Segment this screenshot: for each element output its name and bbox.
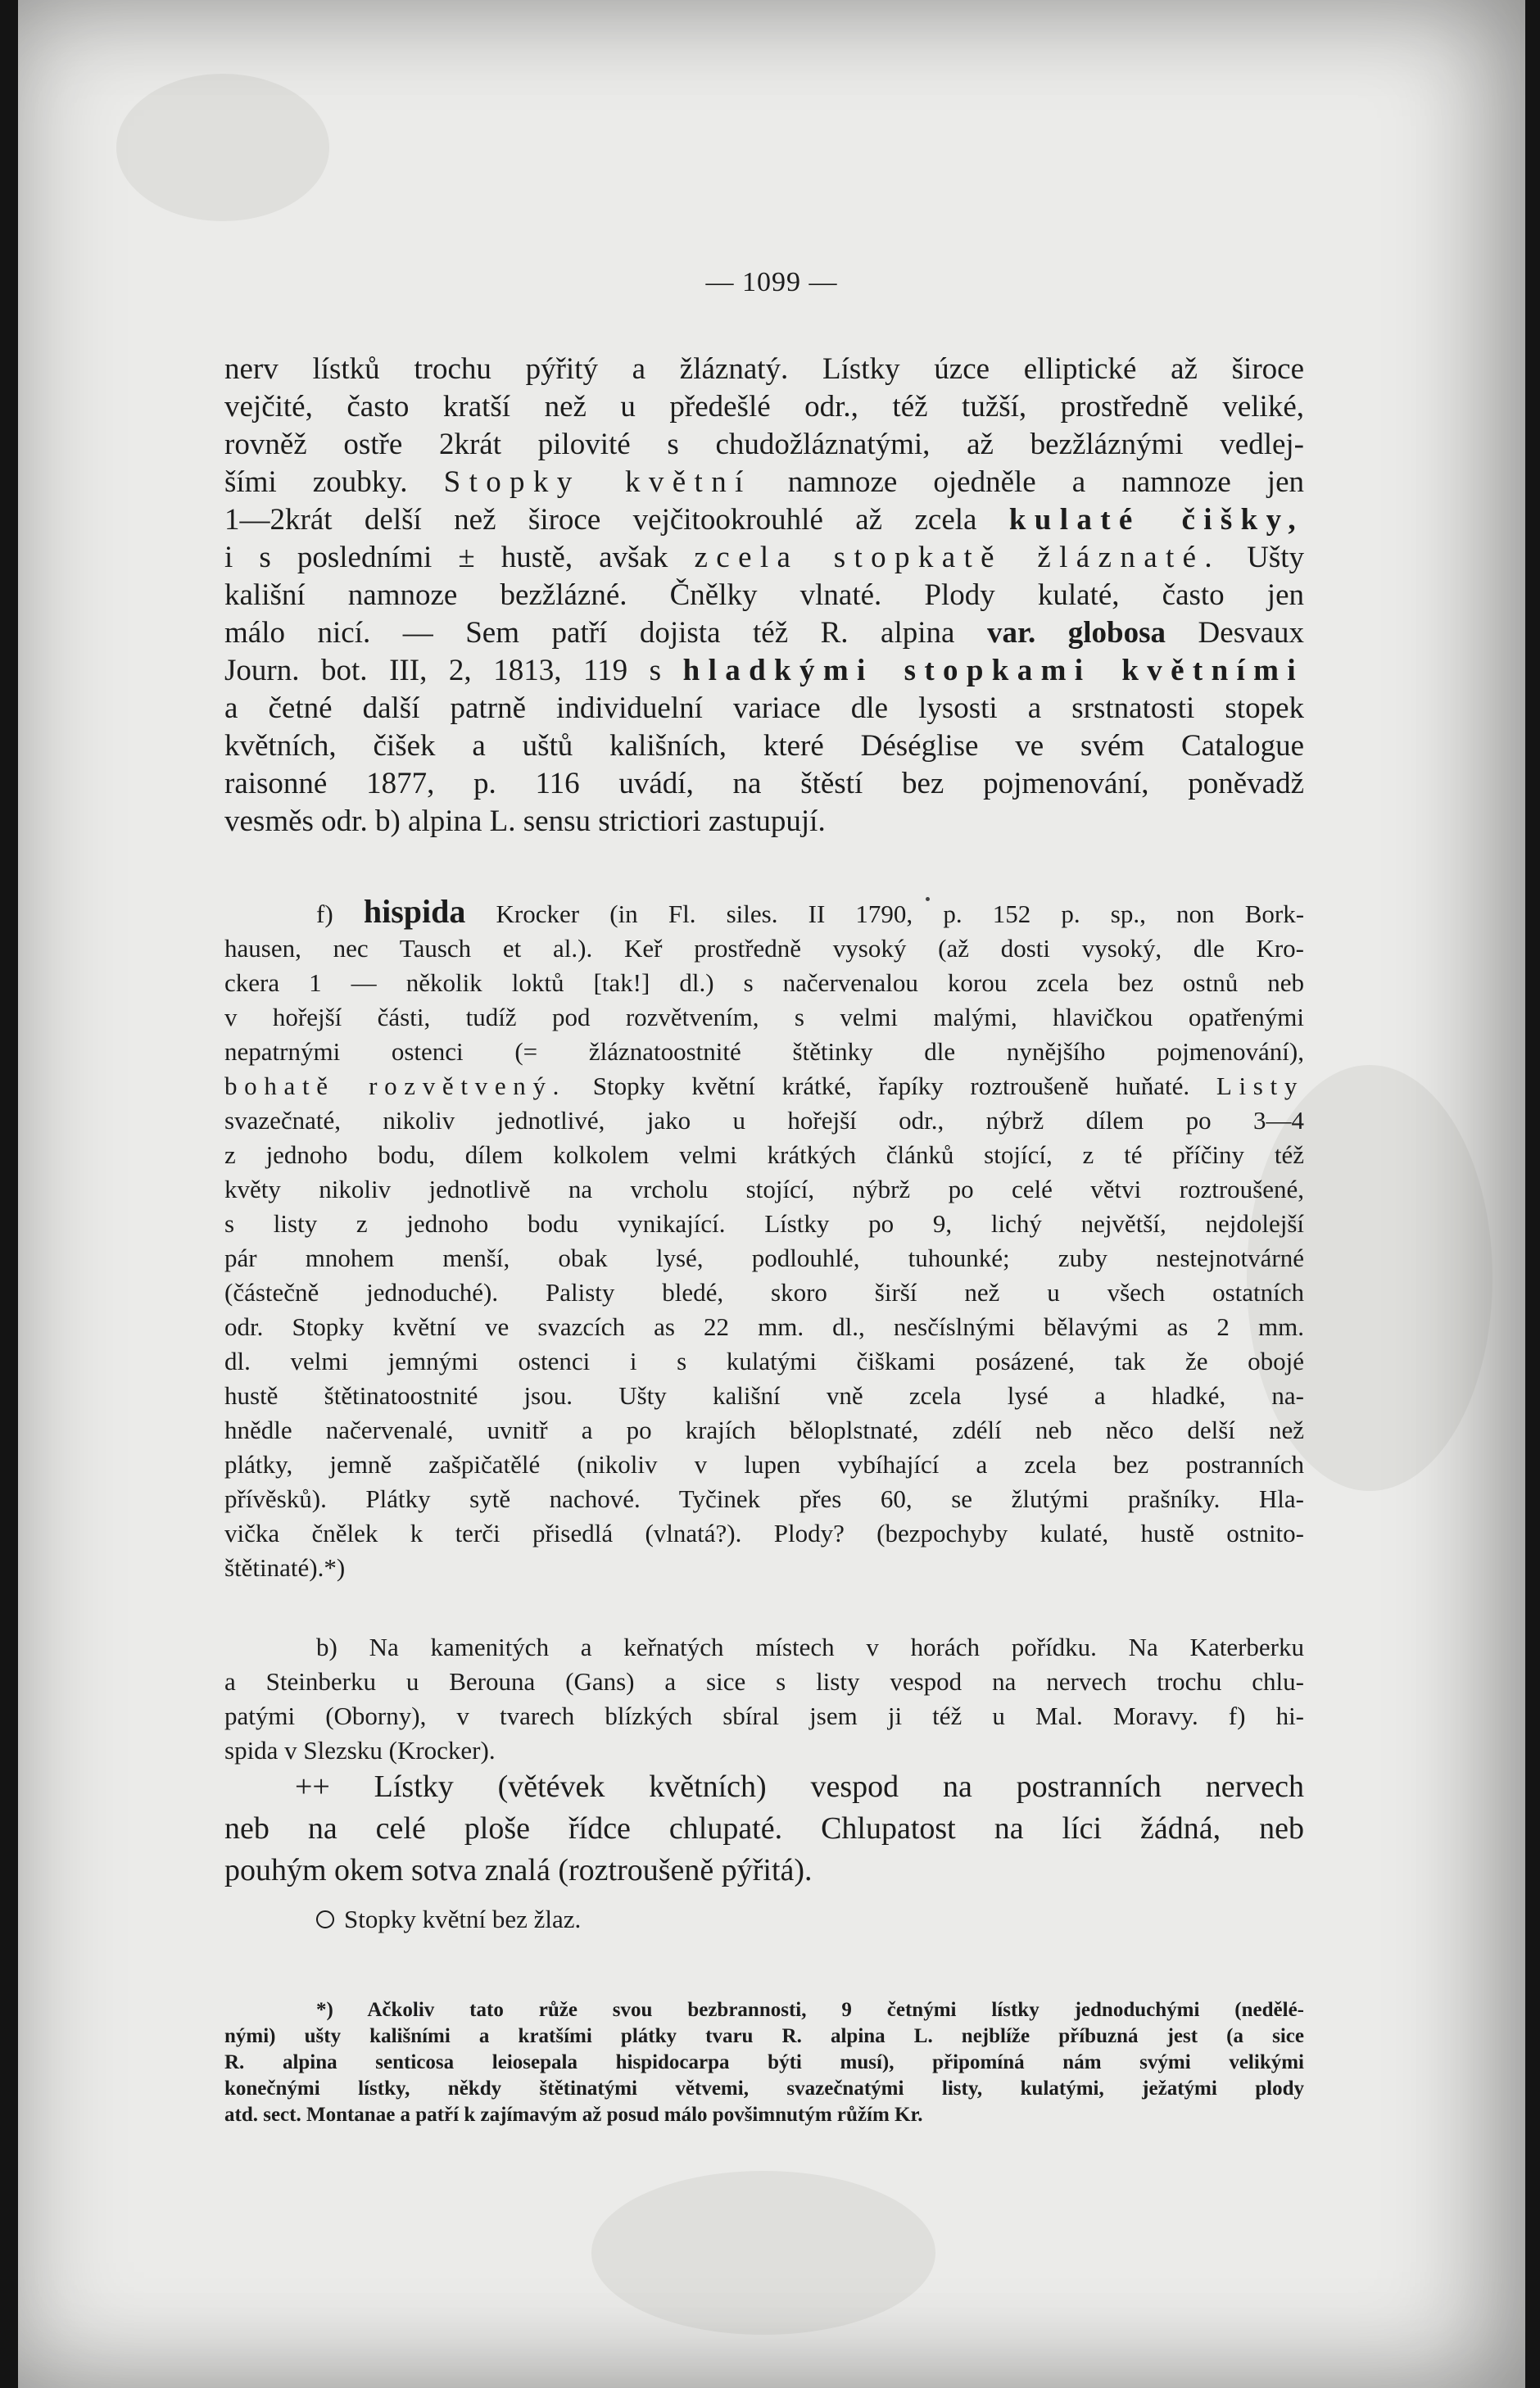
text-line: neb na celé ploše řídce chlupaté. Chlupatost na líci žádná, neb [224,1811,1304,1846]
paper-stain [591,2171,935,2335]
text-line [224,539,1304,577]
text-line: vička čnělek k terči přisedlá (vlnatá?). Plody? (bezpochyby kulaté, hustě ostnito- [224,1519,1304,1547]
spaced-term: hladkými stopkami květními [682,654,1305,687]
text-line [224,1069,1304,1103]
text-line: spida v Slezsku (Krocker). [224,1736,496,1765]
text-line: květních, čišek a uštů kališních, které Déséglise ve svém Catalogue [224,729,1304,763]
variety-name: var. globosa [986,616,1166,650]
text-line [224,501,1304,539]
spaced-term: zcela stopkatě žláznaté. [694,541,1221,574]
text-line: květy nikoliv jednotlivě na vrcholu stojící, nýbrž po celé větvi roztroušené, [224,1175,1304,1203]
text-line: b) Na kamenitých a keřnatých místech v horách pořídku. Na Katerberku [316,1633,1304,1661]
item-label: f) [316,899,333,928]
footnote [224,1997,1304,2128]
scanned-page [18,0,1525,2388]
text-line: atd. sect. Montanae a patří k zajímavým až posud málo povšimnutým růžím Kr. [224,2104,923,2126]
text-span: málo nicí. — Sem patří dojista též R. alpina [224,616,955,650]
text-line: *) Ačkoliv tato růže svou bezbrannosti, 9 četnými lístky jednoduchými (nedělé- [316,1999,1304,2021]
text-line: nepatrnými ostenci (= žláznatoostnité štětinky dle nynějšího pojmenování), [224,1037,1304,1066]
taxon-name: hispida [363,893,466,930]
spaced-term: Listy [1216,1072,1305,1100]
text-line: (částečně jednoduché). Palisty bledé, skoro širší než u všech ostatních [224,1278,1304,1307]
text-line: hustě štětinatoostnité jsou. Ušty kališní vně zcela lysé a hladké, na- [224,1381,1304,1410]
page-number: — 1099 — [705,267,838,297]
text-line: pár mnohem menší, obak lysé, podlouhlé, tuhounké; zuby nestejnotvárné [224,1244,1304,1272]
text-line: a četné další patrně individuelní variace dle lysosti a srstnatosti stopek [224,691,1304,725]
main-paragraph [224,351,1304,841]
text-line [224,464,1304,501]
text-line: hausen, nec Tausch et al.). Keř prostředně vysoký (až dosti vysoký, dle Kro- [224,934,1304,963]
text-line [224,614,1304,652]
text-span: Krocker (in Fl. siles. II 1790, p. 152 p. sp., non Bork- [496,899,1305,928]
text-span: Stopky květní bez žlaz. [344,1905,582,1933]
text-line: patými (Oborny), v tvarech blízkých sbíral jsem ji též u Mal. Moravy. f) hi- [224,1702,1304,1730]
text-line: rovněž ostře 2krát pilovité s chudožláznatými, až bezžláznými vedlej- [224,428,1304,461]
text-line: v hořejší části, tudíž pod rozvětvením, s velmi malými, hlavičkou opatřenými [224,1003,1304,1031]
distribution-paragraph [224,1630,1304,1768]
spaced-term: kulaté čišky, [1008,503,1304,537]
text-line: nerv lístků trochu pýřitý a žláznatý. Lístky úzce elliptické až široce [224,352,1304,386]
text-span: Stopky květní krátké, řapíky roztroušeně huňaté. [592,1072,1190,1100]
text-line: odr. Stopky květní ve svazcích as 22 mm. dl., nesčíslnými bělavými as 2 mm. [224,1312,1304,1341]
text-line: vejčité, často kratší než u předešlé odr., též tužší, prostředně veliké, [224,390,1304,424]
text-line: raisonné 1877, p. 116 uvádí, na štěstí bez pojmenování, poněvadž [224,767,1304,800]
circle-icon [316,1910,334,1928]
text-line: ckera 1 — několik loktů [tak!] dl.) s načervenalou korou zcela bez ostnů neb [224,968,1304,997]
text-line: konečnými lístky, někdy štětinatými větvemi, svazečnatými listy, kulatými, ježatými plody [224,2078,1304,2100]
text-line: plátky, jemně zašpičatělé (nikoliv v lupen vybíhající a zcela bez postranních [224,1450,1304,1479]
text-line: štětinaté).*) [224,1553,346,1582]
text-line: kališní namnoze bezžlázné. Čnělky vlnaté. Plody kulaté, často jen [224,578,1304,612]
text-line [224,895,1304,931]
text-line: ++ Lístky (větévek květních) vespod na postranních nervech [295,1769,1304,1804]
text-span: Journ. bot. III, 2, 1813, 119 s [224,654,662,687]
text-span: i s posledními ± hustě, avšak [224,541,668,574]
text-span: namnoze ojedněle a namnoze jen [787,465,1305,499]
text-span: Desvaux [1198,616,1305,650]
text-line: svazečnaté, nikoliv jednotlivé, jako u hořejší odr., nýbrž dílem po 3—4 [224,1106,1304,1135]
text-line: R. alpina senticosa leiosepala hispidocarpa býti musí), připomíná nám svými velikými [224,2051,1304,2073]
text-line [224,1902,1304,1937]
text-line: pouhým okem sotva znalá (roztroušeně pýřitá). [224,1853,813,1887]
text-line: hnědle načervenalé, uvnitř a po krajích běloplstnaté, zdélí neb něco delší než [224,1416,1304,1444]
paper-stain [116,74,329,221]
spaced-term: Stopky květní [443,465,752,499]
text-line: z jednoho bodu, dílem kolkolem velmi krátkých článků stojící, z té příčiny též [224,1140,1304,1169]
text-line: a Steinberku u Berouna (Gans) a sice s listy vespod na nervech trochu chlu- [224,1667,1304,1696]
text-line [224,652,1304,690]
text-line: dl. velmi jemnými ostenci i s kulatými čiškami posázené, tak že obojé [224,1347,1304,1375]
hispida-paragraph [224,895,1304,1585]
text-line: nými) ušty kališními a kratšími plátky tvaru R. alpina L. nejblíže příbuzná jest (a sice [224,2025,1304,2047]
spaced-term: bohatě rozvětvený. [224,1072,567,1100]
text-span: 1—2krát delší než široce vejčitookrouhlé až zcela [224,503,977,537]
key-paragraph [224,1766,1304,1892]
text-line: s listy z jednoho bodu vynikající. Lístky po 9, lichý největší, nejdolejší [224,1209,1304,1238]
text-line: přívěsků). Plátky sytě nachové. Tyčinek přes 60, se žlutými prašníky. Hla- [224,1484,1304,1513]
text-span: šími zoubky. [224,465,408,499]
subkey-line [224,1902,1304,1937]
text-span: Ušty [1247,541,1305,574]
text-line: vesměs odr. b) alpina L. sensu strictiori zastupují. [224,804,826,838]
